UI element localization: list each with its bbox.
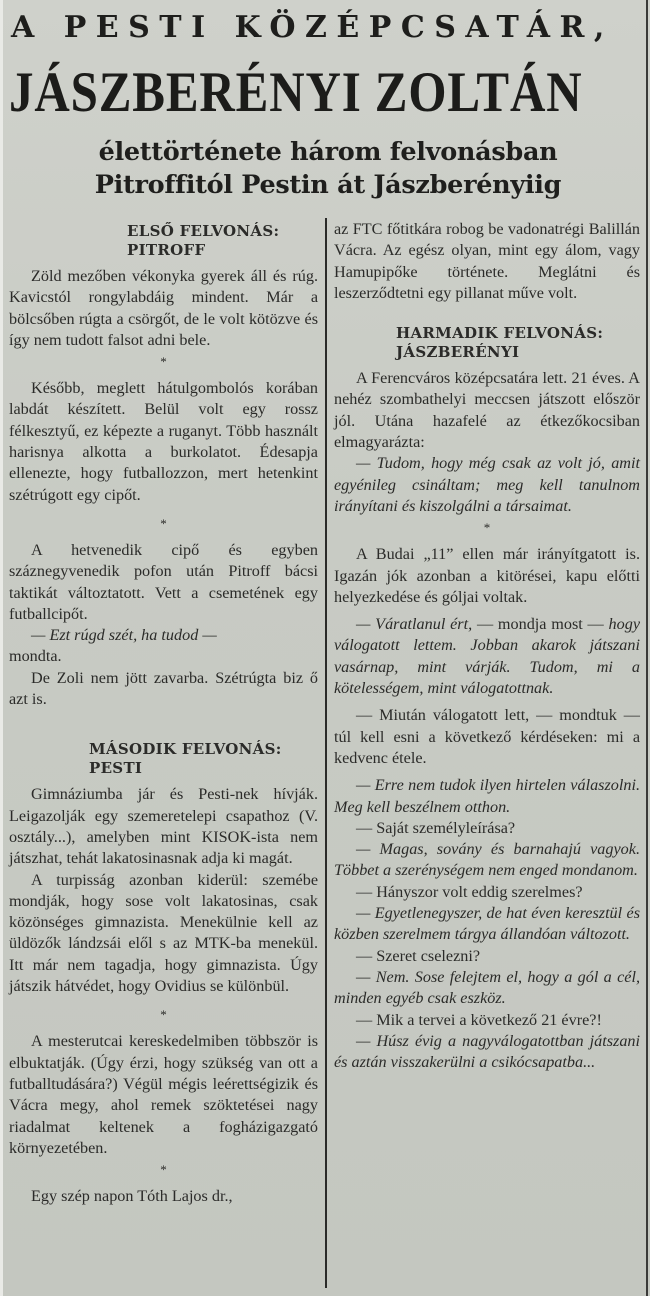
paragraph: Gimnáziumba jár és Pesti-nek hívják. Leigazolják egy szemeretelepi csapathoz (V. osztály...), amelyben mint KISOK-ista nem játszhat, tehát lakatosinasnak adja ki magát. [9,785,318,868]
paragraph: A turpisság azonban kiderül: szemébe mondják, hogy sose volt lakatosinas, csak közönséges gimnazista. Menekülnie kell az üldözők lándzsái elől s az MTK-ba menekül. Itt már nem tagadja, hogy gimnazista. Úgy játszik hátvédet, hogy Ovidius se különbül. [9,870,318,996]
act3-heading-line2: JÁSZBERÉNYI [396,343,520,362]
section-separator: * [483,520,491,536]
section-separator: * [160,515,167,531]
question: — Szeret cselezni? [356,946,481,965]
quote-paragraph [334,903,640,946]
act1-heading [9,222,318,260]
column-divider [325,218,327,1288]
quote-paragraph [334,839,640,882]
quote-text: — Ezt rúgd szét, ha tudod — [31,626,217,645]
section-separator: * [160,1007,167,1023]
article-kicker: A PESTI KÖZÉPCSATÁR, [11,10,614,45]
quote-paragraph [334,775,640,818]
section-separator: * [160,1162,167,1178]
question: — Saját személyleírása? [356,818,516,837]
quote-text: — Váratlanul ért, [356,615,473,634]
paragraph: De Zoli nem jött zavarba. Szétrúgta biz ő azt is. [9,668,318,709]
article-subtitle [3,136,650,202]
paragraph: Egy szép napon Tóth Lajos dr., [31,1187,233,1206]
paragraph: — Miután válogatott lett, — mondtuk — túl kell esni a következő kérdéseken: mi a kedvenc étele. [334,706,640,767]
act3-heading-line1: HARMADIK FELVONÁS: [396,324,604,343]
quote-paragraph [334,967,640,1010]
paragraph: az FTC főtitkára robog be vadonatrégi Balillán Vácra. Az egész olyan, mint egy álom, vagy Hamupipőke története. Meglátni és leszerződtetni egy pillanat műve volt. [334,220,640,302]
act2-heading-line2: PESTI [89,759,143,778]
subtitle-line-2: Pitroffitól Pestin át Jászberényiig [94,170,562,200]
left-column [9,218,318,1207]
quote-paragraph [9,625,318,646]
question: — Hányszor volt eddig szerelmes? [356,882,583,901]
quote-paragraph [334,453,640,517]
quote-text: — Erre nem tudok ilyen hirtelen válaszolni. Meg kell beszélnem otthon. [334,776,640,816]
act2-heading [9,740,318,778]
act3-heading [334,324,640,362]
attribution-text: — mondja most — [472,615,609,634]
quote-text: — Egyetlenegyszer, de hat éven keresztül és közben szerelmem tárgya állandóan változott. [334,904,640,944]
question: — Mik a tervei a következő 21 évre?! [356,1010,602,1029]
quote-paragraph [334,1031,640,1074]
quote-text: — Húsz évig a nagyválogatottban játszani és aztán visszakerülni a csikócsapatba... [334,1031,640,1072]
paragraph: A Budai „11” ellen már irányítgatott is. Igazán jók azonban a kitörései, kapu előtti helyezkedése és góljai voltak. [334,545,640,606]
section-separator: * [160,354,167,370]
act1-heading-line1: ELSŐ FELVONÁS: [127,222,280,240]
paragraph: A mesterutcai kereskedelmiben többször is elbuktatják. (Úgy érzi, hogy szükség van ott a futballtudására?) Végül mégis leérettségizik és Vácra megy, ahol remek szöktetései nagy riadalmat keltenek a fogházigazgató környezetében. [9,1032,318,1157]
quote-text: — Tudom, hogy még csak az volt jó, amit egyénileg csináltam; meg kell tanulnom irányítani és kiszolgálni a társaimat. [334,454,640,515]
article-title: JÁSZBERÉNYI ZOLTÁN [9,61,583,124]
subtitle-line-1: élettörténete három felvonásban [98,137,558,167]
page-edge-rule [646,0,648,1296]
act1-heading-line2: PITROFF [127,241,206,259]
quote-text: — Nem. Sose felejtem el, hogy a gól a cél, minden egyéb csak eszköz. [334,967,640,1008]
paragraph: A hetvenedik cipő és egyben száznegyvenedik pofon után Pitroff bácsi taktikát változtatott. Vett a csemetének egy futballcipőt. [9,540,318,623]
right-column [334,219,640,1073]
quote-paragraph [334,614,640,699]
act2-heading-line1: MÁSODIK FELVONÁS: [89,740,282,759]
paragraph: Zöld mezőben vékonyka gyerek áll és rúg. Kavicstól rongylabdáig mindent. Már a bölcsőben rúgta a csörgőt, de le volt kötözve és így nem tudott falsot adni bele. [9,267,318,349]
paragraph: A Ferencváros középcsatára lett. 21 éves. A nehéz szombathelyi meccsen játszott először jól. Utána hazafelé az étkezőkocsiban elmagyarázta: [334,369,640,452]
quote-text: hogy válogatott lettem. Jobban akarok játszani vasárnap, mint várják. Tudom, mi a kötelességem, mint válogatottnak. [334,615,640,698]
quote-text: — Magas, sovány és barnahajú vagyok. Többet a szerénységem nem enged mondanom. [334,840,640,880]
paragraph: mondta. [9,647,62,666]
paragraph: Később, meglett hátulgombolós korában labdát készített. Belül volt egy rossz félkesztyű, ez képezte a ruganyt. Több használt harisnya alkotta a burkolatot. Édesapja ellenezte, hogy futballozzon, mert hetenkint szétrúgott egy cipőt. [9,379,318,504]
